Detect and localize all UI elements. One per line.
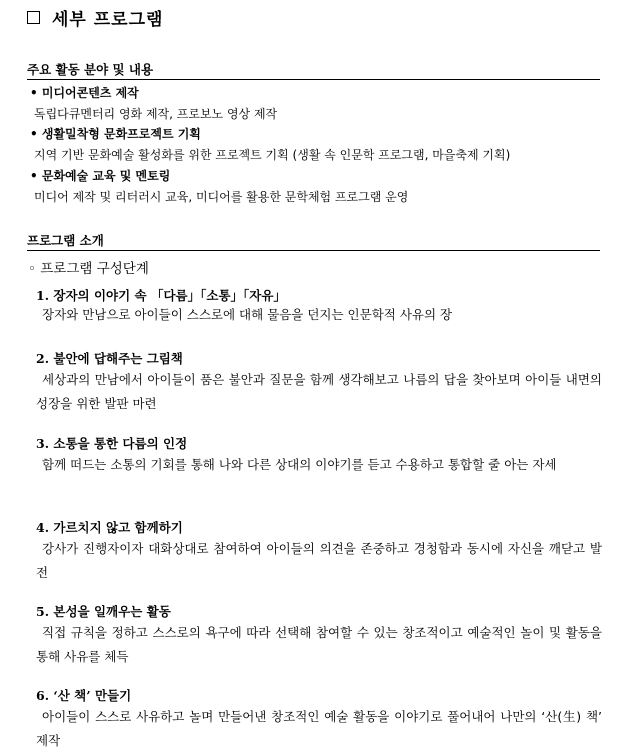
step-title: 6. ‘산 책’ 만들기 xyxy=(36,688,132,703)
step-title: 2. 불안에 답해주는 그림책 xyxy=(36,351,183,366)
activity-item-desc: 지역 기반 문화예술 활성화를 위한 프로젝트 기획 (생활 속 인문학 프로그램, 마을축제 기획) xyxy=(34,148,511,162)
activity-item-desc: 독립다큐멘터리 영화 제작, 프로보노 영상 제작 xyxy=(34,107,278,121)
activity-item-label: • 문화예술 교육 및 멘토링 xyxy=(30,169,171,183)
step-desc: 아이들이 스스로 사유하고 놀며 만들어낸 창조적인 예술 활동을 이야기로 풀어내어 나만의 ‘산(生) 책’ 제작 xyxy=(36,709,602,748)
activity-item-label: • 생활밀착형 문화프로젝트 기획 xyxy=(30,127,201,141)
program-subheading: ◦ 프로그램 구성단계 xyxy=(28,261,149,277)
step-desc: 강사가 진행자이자 대화상대로 참여하여 아이들의 의견을 존중하고 경청함과 동시에 자신을 깨닫고 발전 xyxy=(36,541,602,580)
step-desc: 장자와 만남으로 아이들이 스스로에 대해 물음을 던지는 인문학적 사유의 장 xyxy=(42,307,453,322)
activity-item-desc: 미디어 제작 및 리터러시 교육, 미디어를 활용한 문학체험 프로그램 운영 xyxy=(34,190,409,204)
activity-item-label: • 미디어콘텐츠 제작 xyxy=(30,86,139,100)
checkbox-square-icon xyxy=(27,11,40,24)
page-title-text: 세부 프로그램 xyxy=(52,10,164,30)
step-title: 1. 장자의 이야기 속 「다름」「소통」「자유」 xyxy=(36,288,286,303)
step-title: 4. 가르치지 않고 함께하기 xyxy=(36,520,183,535)
step-title: 3. 소통을 통한 다름의 인정 xyxy=(36,436,188,451)
program-section-heading: 프로그램 소개 xyxy=(27,231,600,251)
step-desc: 함께 떠드는 소통의 기회를 통해 나와 다른 상대의 이야기를 듣고 수용하고 통합할 줄 아는 자세 xyxy=(42,457,557,472)
activity-section-heading: 주요 활동 분야 및 내용 xyxy=(27,60,600,80)
step-desc: 직접 규칙을 정하고 스스로의 욕구에 따라 선택해 참여할 수 있는 창조적이고 예술적인 놀이 및 활동을 통해 사유를 체득 xyxy=(36,625,602,664)
step-desc: 세상과의 만남에서 아이들이 품은 불안과 질문을 함께 생각해보고 나름의 답을 찾아보며 아이들 내면의 성장을 위한 발판 마련 xyxy=(36,372,602,411)
page-title xyxy=(27,5,163,30)
step-title: 5. 본성을 일깨우는 활동 xyxy=(36,604,171,619)
